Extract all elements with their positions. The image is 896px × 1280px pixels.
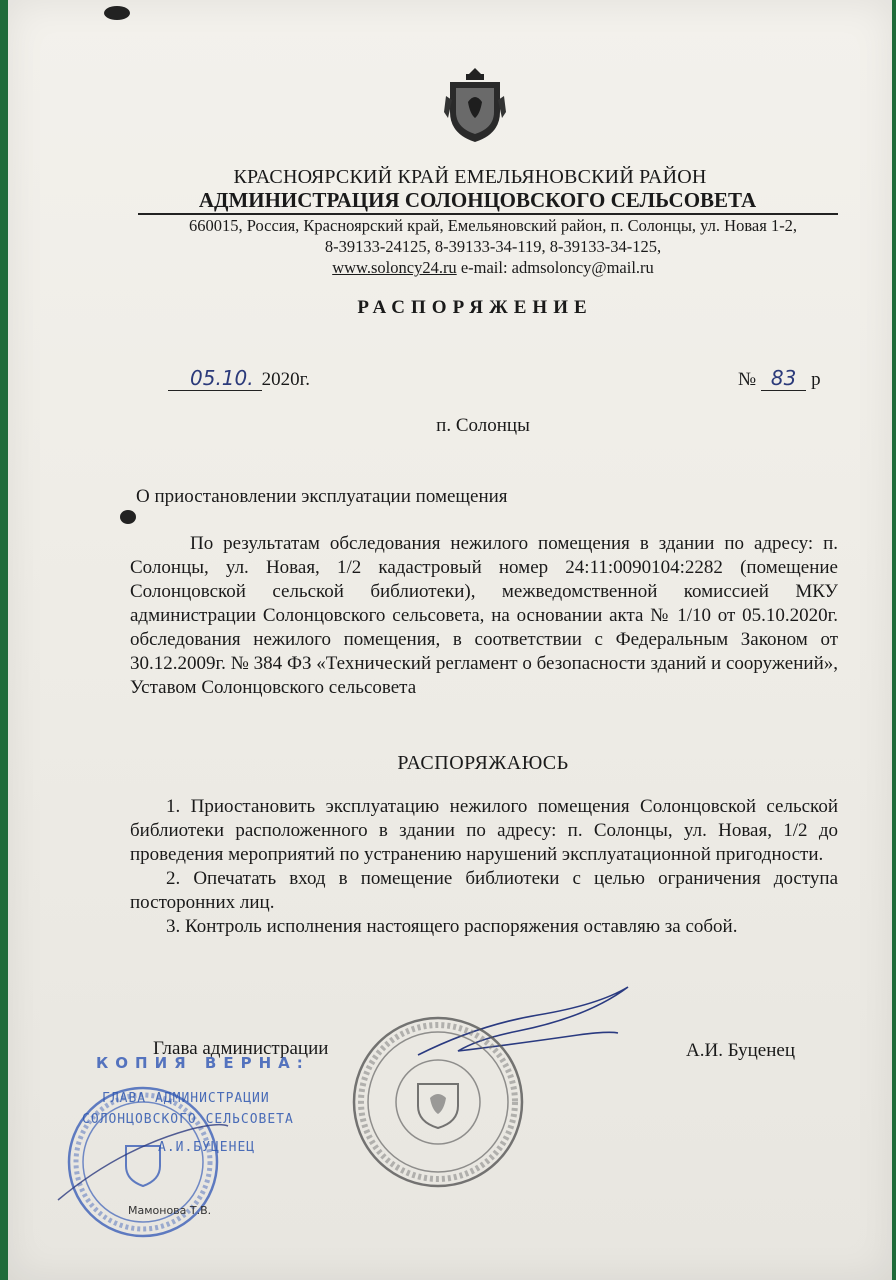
copy-stamp-line-2: СОЛОНЦОВСКОГО СЕЛЬСОВЕТА: [82, 1112, 294, 1127]
order-item-3: 3. Контроль исполнения настоящего распоряжения оставляю за собой.: [166, 916, 738, 937]
official-seal-icon: [348, 1012, 528, 1192]
document-subject: О приостановлении эксплуатации помещения: [136, 486, 508, 507]
order-item-1: 1. Приостановить эксплуатацию нежилого помещения Солонцовской сельской библиотеки расположенного в здании по адресу: п. Солонцы, ул. Новая, 1/2 до проведения мероприятий по устранению нарушений эксплуатационной пригодности.: [130, 796, 838, 865]
document-date: [168, 366, 310, 391]
ink-blot: [120, 510, 136, 524]
organization-name: АДМИНИСТРАЦИЯ СОЛОНЦОВСКОГО СЕЛЬСОВЕТА: [198, 188, 757, 212]
address-line: 660015, Россия, Красноярский край, Емельяновский район, п. Солонцы, ул. Новая 1-2,: [188, 216, 798, 235]
order-item-2: 2. Опечатать вход в помещение библиотеки с целью ограничения доступа посторонних лиц.: [130, 868, 838, 913]
handwritten-number: 83: [761, 366, 806, 391]
contacts-line: [148, 257, 838, 278]
email-text: e-mail: admsoloncy@mail.ru: [456, 258, 654, 277]
preamble-paragraph: По результатам обследования нежилого помещения в здании по адресу: п. Солонцы, ул. Новая, 1/2 кадастровый номер 24:11:0090104:2282 (помещение Солонцовской сельской библиотеки), межведомственной комиссией МКУ администрации Солонцовского сельсовета, на основании акта № 1/10 от 05.10.2020г. обследования нежилого помещения, в соответствии с Федеральным Законом от 30.12.2009г. № 384 ФЗ «Технический регламент о безопасности зданий и сооружений», Уставом Солонцовского сельсовета: [130, 533, 838, 698]
coat-of-arms-icon: [444, 66, 506, 144]
ink-blot: [104, 6, 130, 20]
order-items: [130, 795, 838, 939]
phones-line: 8-39133-24125, 8-39133-34-119, 8-39133-34-125,: [324, 237, 662, 256]
number-suffix: р: [811, 369, 821, 390]
executor-name: Мамонова Т.В.: [128, 1204, 212, 1217]
orders-heading: РАСПОРЯЖАЮСЬ: [397, 752, 569, 774]
signatory-name: А.И. Буценец: [686, 1040, 795, 1061]
website-link[interactable]: www.soloncy24.ru: [332, 258, 457, 277]
document-number: [738, 366, 821, 391]
number-prefix: №: [738, 369, 757, 390]
place-of-issue: п. Солонцы: [436, 415, 530, 436]
handwritten-date: 05.10.: [168, 366, 262, 391]
document-type-title: РАСПОРЯЖЕНИЕ: [357, 297, 593, 318]
copy-stamp-line-1: ГЛАВА АДМИНИСТРАЦИИ: [102, 1091, 270, 1106]
copy-stamp-title: КОПИЯ ВЕРНА:: [96, 1054, 310, 1072]
copy-stamp-line-3: А.И.БУЦЕНЕЦ: [158, 1140, 256, 1155]
region-line: КРАСНОЯРСКИЙ КРАЙ ЕМЕЛЬЯНОВСКИЙ РАЙОН: [233, 166, 707, 188]
document-page: [8, 0, 892, 1280]
signatory-position: Глава администрации: [153, 1038, 329, 1059]
date-year: 2020г.: [261, 369, 311, 390]
